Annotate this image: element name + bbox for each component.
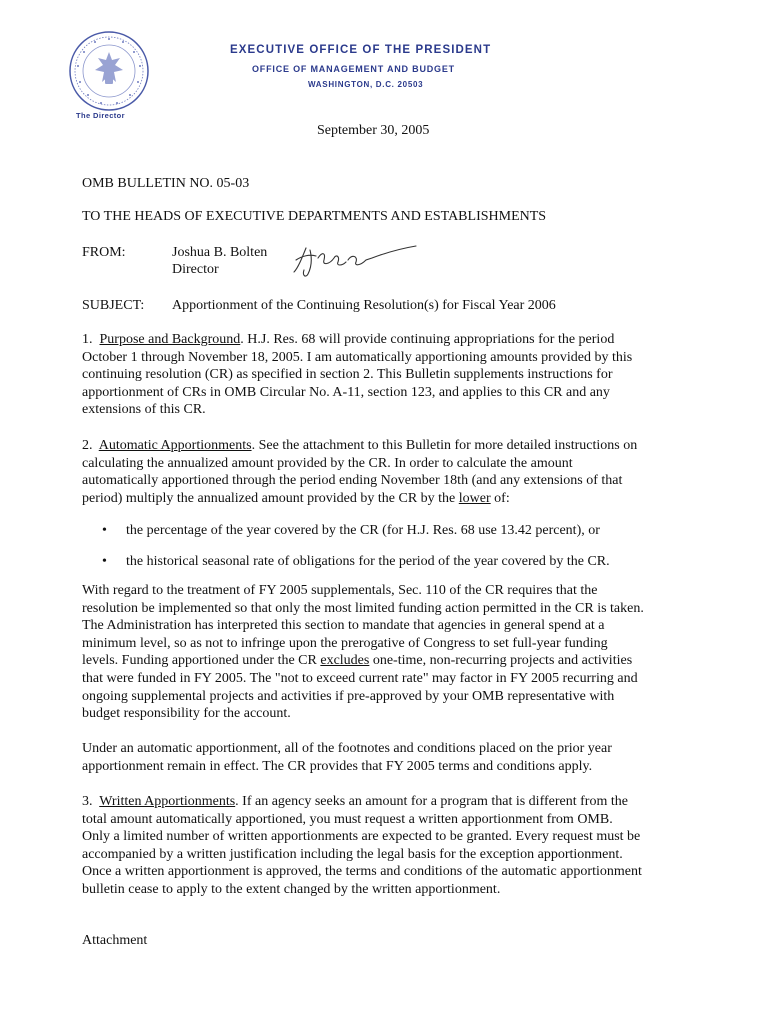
subject-text: Apportionment of the Continuing Resolution(s) for Fiscal Year 2006 (172, 298, 556, 313)
addressee-line: TO THE HEADS OF EXECUTIVE DEPARTMENTS AND ESTABLISHMENTS (82, 209, 547, 224)
letterhead-office: OFFICE OF MANAGEMENT AND BUDGET (252, 64, 455, 74)
bullet-item-1: the percentage of the year covered by the CR (for H.J. Res. 68 use 13.42 percent), or (126, 523, 600, 538)
footnotes-paragraph: Under an automatic apportionment, all of the footnotes and conditions placed on the prior year apportionment remain in effect. The CR provides that FY 2005 terms and conditions apply. (82, 741, 612, 774)
section-2-paragraph: 2. Automatic Apportionments. See the attachment to this Bulletin for more detailed instructions on calculating the annualized amount provided by the CR. In order to calculate the amount automatically apportioned through the period ending November 18th (and any extensions of that period) multiply the annualized amount provided by the CR by the lower of: (82, 438, 638, 506)
signature-image (288, 238, 418, 280)
section-3-paragraph: 3. Written Apportionments. If an agency seeks an amount for a program that is different from the total amount automatically apportioned, you must request a written apportionment from OMB. Only a limited number of written apportionments are expected to be granted. Every request must be accompanied by a written justification including the legal basis for the exception apportionment. Once a written apportionment is approved, the terms and conditions of the automatic apportionment bulletin cease to apply to the extent changed by the written apportionment. (82, 794, 642, 897)
bulletin-number: OMB BULLETIN NO. 05-03 (82, 176, 250, 191)
section-3-number: 3. (82, 794, 93, 809)
letterhead-director: The Director (76, 111, 125, 120)
subject-label: SUBJECT: (82, 298, 145, 313)
emphasis-lower: lower (458, 490, 491, 506)
from-name: Joshua B. Bolten (172, 245, 268, 260)
memo-date: September 30, 2005 (317, 123, 430, 138)
bullet-icon: • (102, 523, 107, 538)
supplementals-paragraph: With regard to the treatment of FY 2005 supplementals, Sec. 110 of the CR requires that the resolution be implemented so that only the most limited funding action permitted in the CR is taken. The Administration has interpreted this section to mandate that agencies in general spend at a minimum level, so as not to infringe upon the prerogative of Congress to set full-year funding levels. Funding apportioned under the CR excludes one-time, non-recurring projects and activities that were funded in FY 2005. The "not to exceed current rate" may factor in FY 2005 recurring and ongoing supplemental projects and activities if pre-approved by your OMB representative with budget responsibility for the account. (82, 583, 644, 722)
section-1-heading: Purpose and Background (99, 332, 241, 347)
emphasis-excludes: excludes (320, 653, 370, 669)
section-2-number: 2. (82, 438, 93, 453)
from-title: Director (172, 262, 219, 277)
section-1-paragraph: 1. Purpose and Background. H.J. Res. 68 will provide continuing appropriations for the period October 1 through November 18, 2005. I am automatically apportioning amounts provided by this continuing resolution (CR) as specified in section 2. This Bulletin supplements instructions for apportionment of CRs in OMB Circular No. A-11, section 123, and applies to this CR and any extensions of this CR. (82, 332, 633, 418)
bullet-icon: • (102, 554, 107, 569)
presidential-seal-icon (68, 30, 150, 112)
letterhead-title: EXECUTIVE OFFICE OF THE PRESIDENT (230, 44, 492, 56)
from-label: FROM: (82, 245, 126, 260)
section-3-heading: Written Apportionments (99, 794, 236, 809)
attachment-label: Attachment (82, 933, 148, 948)
letterhead-address: WASHINGTON, D.C. 20503 (308, 80, 424, 89)
section-2-heading: Automatic Apportionments (98, 438, 252, 453)
section-1-number: 1. (82, 332, 93, 347)
bullet-item-2: the historical seasonal rate of obligations for the period of the year covered by the CR. (126, 554, 610, 569)
